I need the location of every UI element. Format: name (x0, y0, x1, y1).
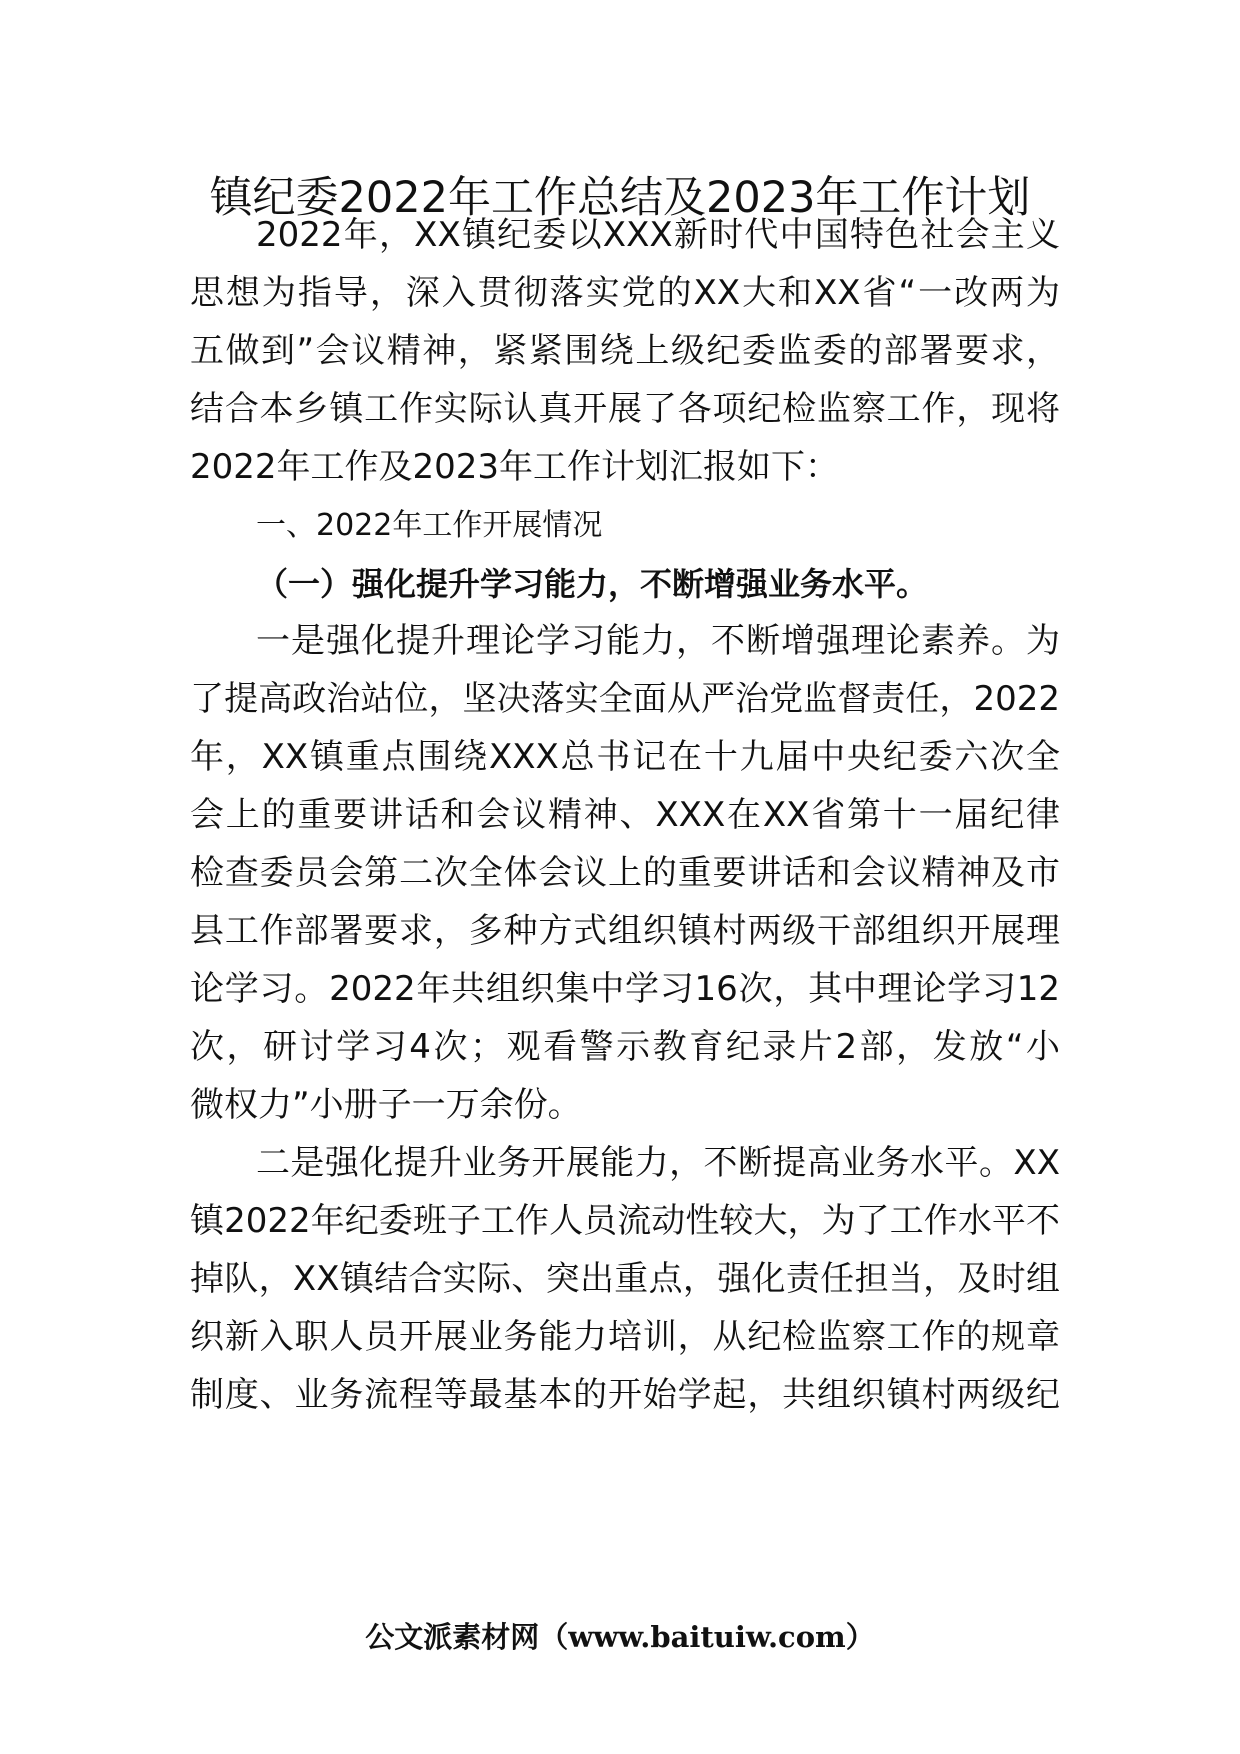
para1-line-7: 论学习。2022年共组织集中学习16次，其中理论学习12 (190, 969, 1060, 1009)
intro-line-3: 五做到”会议精神，紧紧围绕上级纪委监委的部署要求， (190, 331, 1060, 371)
para1-line-1: 一是强化提升理论学习能力，不断增强理论素养。为 (256, 621, 1060, 661)
para2-line-3: 掉队，XX镇结合实际、突出重点，强化责任担当，及时组 (190, 1259, 1060, 1299)
para1-line-4: 会上的重要讲话和会议精神、XXX在XX省第十一届纪律 (190, 795, 1060, 835)
para1-line-2: 了提高政治站位，坚决落实全面从严治党监督责任，2022 (190, 679, 1060, 719)
para2-line-5: 制度、业务流程等最基本的开始学起，共组织镇村两级纪 (190, 1375, 1060, 1415)
footer-watermark: 公文派素材网（www.baituiw.com） (365, 1620, 875, 1654)
para1-line-6: 县工作部署要求，多种方式组织镇村两级干部组织开展理 (190, 911, 1060, 951)
intro-line-5: 2022年工作及2023年工作计划汇报如下： (190, 447, 840, 487)
intro-line-1: 2022年，XX镇纪委以XXX新时代中国特色社会主义 (256, 215, 1060, 255)
para2-line-2: 镇2022年纪委班子工作人员流动性较大，为了工作水平不 (190, 1201, 1060, 1241)
subsection-heading-1: （一）强化提升学习能力，不断增强业务水平。 (256, 565, 929, 603)
section-heading-1: 一、2022年工作开展情况 (256, 508, 603, 543)
para1-line-3: 年，XX镇重点围绕XXX总书记在十九届中央纪委六次全 (190, 737, 1060, 777)
para1-line-9: 微权力”小册子一万余份。 (190, 1085, 582, 1125)
intro-line-4: 结合本乡镇工作实际认真开展了各项纪检监察工作，现将 (190, 389, 1060, 429)
para2-line-4: 织新入职人员开展业务能力培训，从纪检监察工作的规章 (190, 1317, 1060, 1357)
para2-line-1: 二是强化提升业务开展能力，不断提高业务水平。XX (256, 1143, 1060, 1183)
document-title: 镇纪委2022年工作总结及2023年工作计划 (209, 173, 1031, 223)
para1-line-8: 次，研讨学习4次；观看警示教育纪录片2部，发放“小 (190, 1027, 1060, 1067)
para1-line-5: 检查委员会第二次全体会议上的重要讲话和会议精神及市 (190, 853, 1060, 893)
intro-line-2: 思想为指导，深入贯彻落实党的XX大和XX省“一改两为 (190, 273, 1060, 313)
